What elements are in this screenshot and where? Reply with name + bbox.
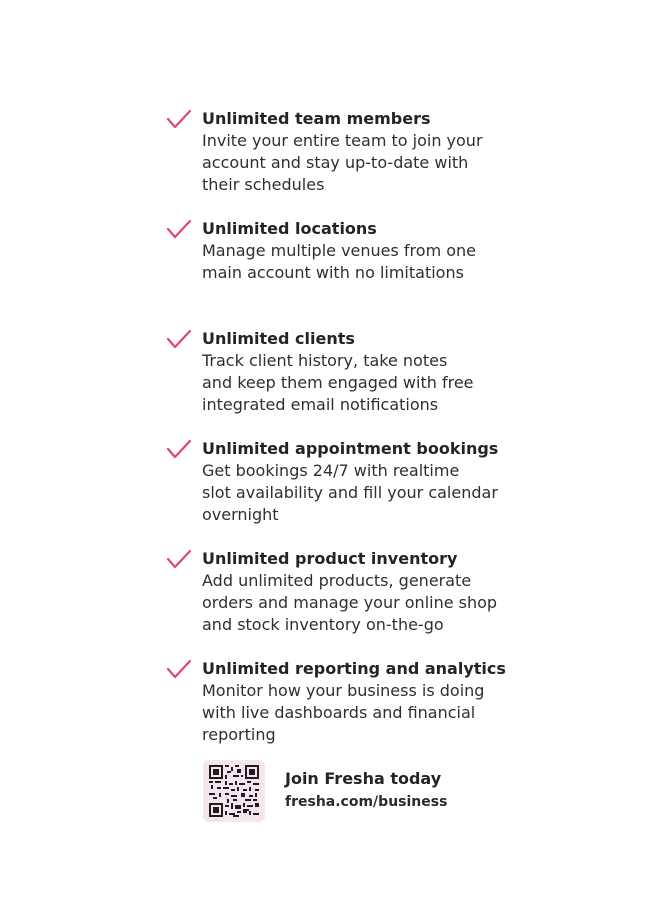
feature-description-line: Monitor how your business is doing bbox=[202, 681, 485, 700]
feature-item bbox=[166, 658, 546, 768]
feature-title: Unlimited appointment bookings bbox=[202, 439, 499, 458]
feature-item bbox=[166, 548, 546, 658]
feature-description-line: integrated email notifications bbox=[202, 395, 439, 414]
feature-item bbox=[166, 218, 546, 328]
feature-list bbox=[166, 108, 546, 768]
feature-description-line: and stock inventory on-the-go bbox=[202, 615, 444, 634]
feature-description-line: with live dashboards and financial bbox=[202, 703, 476, 722]
check-icon bbox=[166, 658, 192, 680]
qr-code-badge[interactable] bbox=[203, 760, 265, 822]
feature-description bbox=[202, 570, 546, 636]
check-icon bbox=[166, 548, 192, 570]
feature-description-line: Track client history, take notes bbox=[202, 351, 448, 370]
feature-title: Unlimited reporting and analytics bbox=[202, 659, 506, 678]
cta-url-link[interactable]: fresha.com/business bbox=[285, 794, 448, 810]
feature-item bbox=[166, 108, 546, 218]
feature-description-line: their schedules bbox=[202, 175, 325, 194]
feature-description-line: account and stay up-to-date with bbox=[202, 153, 469, 172]
feature-description-line: reporting bbox=[202, 725, 276, 744]
feature-title: Unlimited clients bbox=[202, 329, 355, 348]
feature-description-line: orders and manage your online shop bbox=[202, 593, 498, 612]
feature-description-line: and keep them engaged with free bbox=[202, 373, 474, 392]
cta-title: Join Fresha today bbox=[285, 769, 442, 788]
join-cta bbox=[203, 760, 543, 824]
feature-description bbox=[202, 350, 546, 416]
check-icon bbox=[166, 218, 192, 240]
feature-description-line: Invite your entire team to join your bbox=[202, 131, 483, 150]
feature-description-line: Get bookings 24/7 with realtime bbox=[202, 461, 460, 480]
feature-description bbox=[202, 240, 546, 284]
feature-description-line: Add unlimited products, generate bbox=[202, 571, 472, 590]
feature-description-line: main account with no limitations bbox=[202, 263, 464, 282]
check-icon bbox=[166, 328, 192, 350]
feature-item bbox=[166, 328, 546, 438]
feature-description-line: overnight bbox=[202, 505, 279, 524]
feature-description-line: Manage multiple venues from one bbox=[202, 241, 477, 260]
feature-description bbox=[202, 680, 546, 746]
feature-title: Unlimited locations bbox=[202, 219, 377, 238]
check-icon bbox=[166, 438, 192, 460]
feature-item bbox=[166, 438, 546, 548]
feature-description bbox=[202, 460, 546, 526]
feature-description-line: slot availability and fill your calendar bbox=[202, 483, 498, 502]
check-icon bbox=[166, 108, 192, 130]
qr-code-icon bbox=[209, 765, 259, 817]
feature-title: Unlimited team members bbox=[202, 109, 431, 128]
feature-title: Unlimited product inventory bbox=[202, 549, 458, 568]
feature-description bbox=[202, 130, 546, 196]
